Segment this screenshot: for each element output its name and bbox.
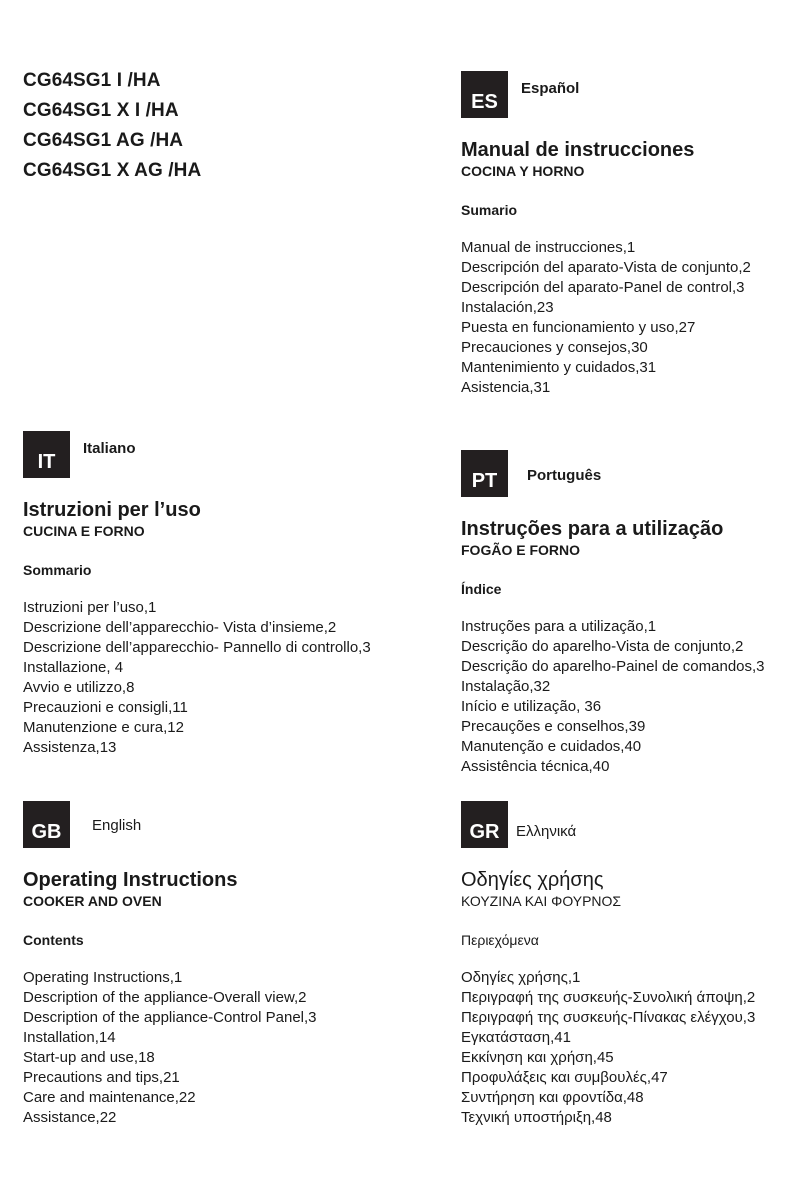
contents-item: Manual de instrucciones,1 [461,239,636,256]
language-header [461,71,751,118]
contents-item: Descrição do aparelho-Painel de comandos,3 [461,658,765,675]
contents-heading: Índice [461,581,502,597]
contents-item: Τεχνική υποστήριξη,48 [461,1109,612,1126]
contents-heading: Sumario [461,202,518,218]
section-subtitle: CUCINA E FORNO [23,523,145,539]
section-subtitle: COCINA Y HORNO [461,163,585,179]
contents-item: Descripción del aparato-Vista de conjunto,2 [461,259,751,276]
contents-list [461,968,755,1128]
contents-item: Installazione, 4 [23,659,124,676]
contents-item: Instruções para a utilização,1 [461,618,657,635]
contents-item: Descripción del aparato-Panel de control,3 [461,279,745,296]
contents-item: Asistencia,31 [461,379,551,396]
language-name: Ελληνικά [516,823,577,840]
language-header [461,801,755,848]
contents-item: Συντήρηση και φροντίδα,48 [461,1089,644,1106]
contents-heading: Περιεχόμενα [461,932,539,948]
contents-list [461,617,765,777]
contents-item: Assistenza,13 [23,739,117,756]
contents-item: Περιγραφή της συσκευής-Συνολική άποψη,2 [461,989,756,1006]
contents-item: Avvio e utilizzo,8 [23,679,135,696]
section-title: Instruções para a utilização [461,518,724,540]
contents-item: Installation,14 [23,1029,116,1046]
language-code-badge: IT [23,431,70,478]
section-es [461,71,751,398]
language-name: Italiano [83,440,136,457]
language-name: Español [521,80,580,97]
section-title: Manual de instrucciones [461,139,695,161]
section-subtitle: ΚΟΥΖΙΝΑ ΚΑΙ ΦΟΥΡΝΟΣ [461,893,622,909]
contents-heading: Sommario [23,562,92,578]
contents-item: Οδηγίες χρήσης,1 [461,969,581,986]
model-name: CG64SG1 X I /HA [23,100,179,121]
contents-list [23,598,371,758]
language-header [461,450,765,497]
contents-item: Precauciones y consejos,30 [461,339,648,356]
model-name: CG64SG1 X AG /HA [23,160,202,181]
contents-item: Descrizione dell’apparecchio- Vista d’insieme,2 [23,619,337,636]
section-it [23,431,371,758]
contents-item: Precautions and tips,21 [23,1069,180,1086]
model-name: CG64SG1 I /HA [23,70,161,91]
section-subtitle: FOGÃO E FORNO [461,542,580,558]
contents-item: Início e utilização, 36 [461,698,602,715]
section-gr [461,801,755,1128]
contents-item: Operating Instructions,1 [23,969,183,986]
model-list [23,66,201,186]
contents-item: Manutenção e cuidados,40 [461,738,642,755]
section-title: Οδηγίες χρήσης [461,869,604,891]
section-title: Operating Instructions [23,869,238,891]
contents-item: Assistance,22 [23,1109,117,1126]
language-code-badge: PT [461,450,508,497]
language-name: English [92,817,142,834]
language-code-badge: ES [461,71,508,118]
contents-item: Description of the appliance-Control Panel,3 [23,1009,317,1026]
contents-item: Precauzioni e consigli,11 [23,699,188,716]
contents-item: Instalación,23 [461,299,554,316]
language-header [23,801,317,848]
model-name: CG64SG1 AG /HA [23,130,184,151]
contents-heading: Contents [23,932,84,948]
contents-item: Manutenzione e cura,12 [23,719,184,736]
contents-item: Puesta en funcionamiento y uso,27 [461,319,696,336]
contents-item: Istruzioni per l’uso,1 [23,599,157,616]
contents-item: Instalação,32 [461,678,551,695]
contents-item: Assistência técnica,40 [461,758,610,775]
contents-item: Mantenimiento y cuidados,31 [461,359,657,376]
language-name: Português [527,467,602,484]
contents-item: Περιγραφή της συσκευής-Πίνακας ελέγχου,3 [461,1009,756,1026]
contents-item: Προφυλάξεις και συμβουλές,47 [461,1069,668,1086]
section-gb [23,801,317,1128]
contents-item: Εγκατάσταση,41 [461,1029,571,1046]
contents-list [23,968,317,1128]
contents-item: Start-up and use,18 [23,1049,155,1066]
language-code-badge: GB [23,801,70,848]
section-pt [461,450,765,777]
language-header [23,431,371,478]
contents-list [461,238,751,398]
contents-item: Precauções e conselhos,39 [461,718,646,735]
language-code-badge: GR [461,801,508,848]
contents-item: Descrizione dell’apparecchio- Pannello di controllo,3 [23,639,371,656]
contents-item: Εκκίνηση και χρήση,45 [461,1049,614,1066]
contents-item: Care and maintenance,22 [23,1089,196,1106]
section-title: Istruzioni per l’uso [23,499,201,521]
section-subtitle: COOKER AND OVEN [23,893,162,909]
contents-item: Descrição do aparelho-Vista de conjunto,2 [461,638,744,655]
contents-item: Description of the appliance-Overall view,2 [23,989,307,1006]
